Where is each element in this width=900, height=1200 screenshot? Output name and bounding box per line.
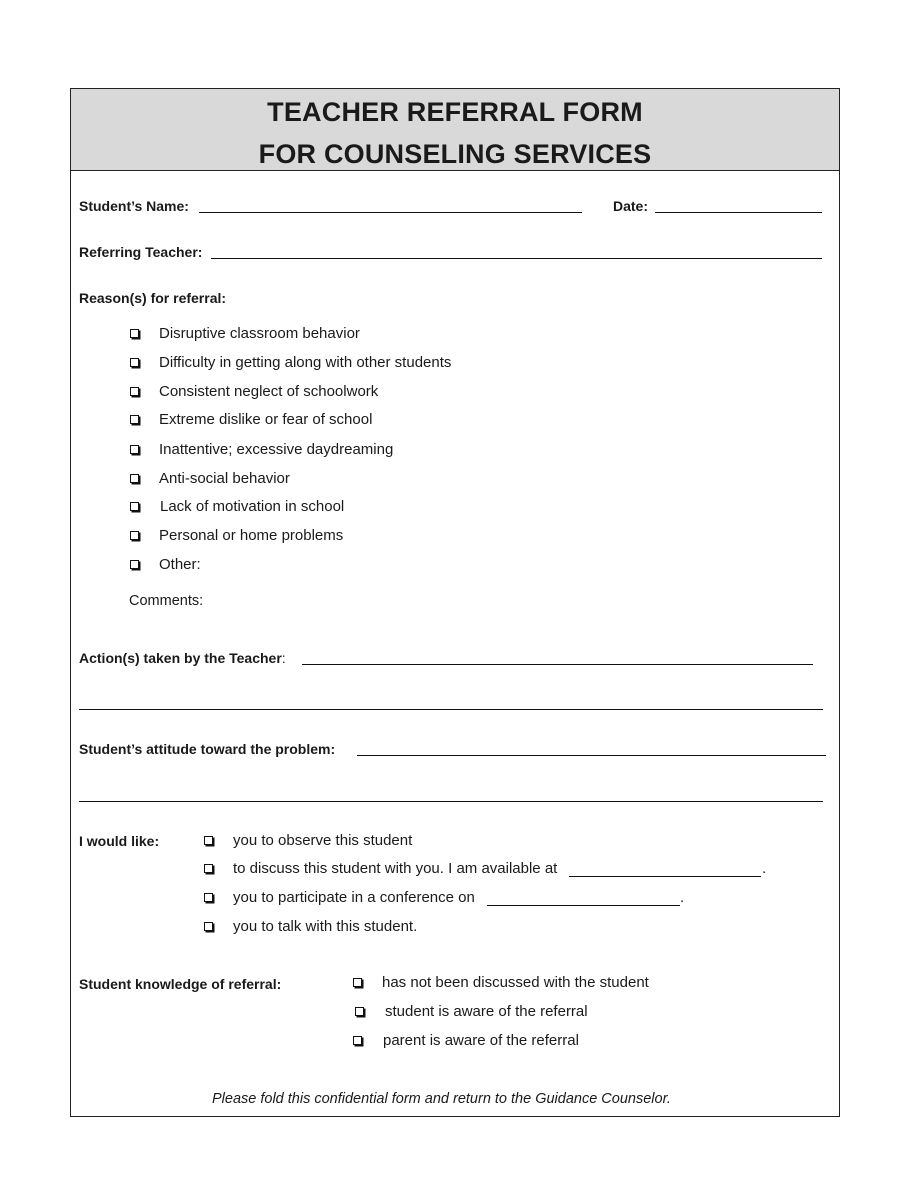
student-name-field[interactable] (199, 212, 582, 213)
reason-label: Difficulty in getting along with other students (159, 354, 452, 371)
actions-taken-label (79, 650, 286, 666)
date-label: Date: (613, 198, 649, 214)
attitude-field-line2[interactable] (79, 801, 823, 802)
would-like-checkbox[interactable] (204, 893, 213, 902)
would-like-checkbox[interactable] (204, 864, 213, 873)
would-like-option: to discuss this student with you. I am available at (233, 860, 558, 877)
actions-taken-field[interactable] (302, 664, 813, 665)
conference-period: . (680, 889, 685, 906)
actions-taken-field-line2[interactable] (79, 709, 823, 710)
would-like-option: you to talk with this student. (233, 918, 418, 935)
availability-period: . (762, 860, 767, 877)
would-like-checkbox[interactable] (204, 922, 213, 931)
knowledge-option: has not been discussed with the student (382, 974, 649, 991)
reason-label: Consistent neglect of schoolwork (159, 383, 379, 400)
reason-label: Inattentive; excessive daydreaming (159, 441, 394, 458)
reason-checkbox[interactable] (130, 415, 139, 424)
reason-checkbox[interactable] (130, 358, 139, 367)
knowledge-checkbox[interactable] (355, 1007, 364, 1016)
form-header (71, 89, 839, 171)
reason-checkbox[interactable] (130, 560, 139, 569)
referring-teacher-field[interactable] (211, 258, 822, 259)
attitude-field[interactable] (357, 755, 826, 756)
form-title-line1: TEACHER REFERRAL FORM (267, 97, 643, 127)
reason-checkbox[interactable] (130, 474, 139, 483)
footer-note: Please fold this confidential form and return to the Guidance Counselor. (212, 1091, 671, 1107)
reason-checkbox[interactable] (130, 445, 139, 454)
actions-taken-text: Action(s) taken by the Teacher (79, 650, 282, 666)
knowledge-label: Student knowledge of referral: (79, 976, 282, 992)
form-title-line2: FOR COUNSELING SERVICES (258, 139, 652, 169)
would-like-option: you to observe this student (233, 832, 413, 849)
knowledge-option: parent is aware of the referral (383, 1032, 579, 1049)
would-like-label: I would like: (79, 833, 160, 849)
reason-checkbox[interactable] (130, 329, 139, 338)
reason-checkbox[interactable] (130, 387, 139, 396)
knowledge-option: student is aware of the referral (385, 1003, 588, 1020)
attitude-label: Student’s attitude toward the problem: (79, 741, 336, 757)
reason-label: Disruptive classroom behavior (159, 325, 360, 342)
reason-label: Anti-social behavior (159, 470, 290, 487)
knowledge-checkbox[interactable] (353, 1036, 362, 1045)
student-name-label: Student’s Name: (79, 198, 189, 214)
conference-date-field[interactable] (487, 905, 680, 906)
reason-label: Extreme dislike or fear of school (159, 411, 373, 428)
would-like-option: you to participate in a conference on (233, 889, 475, 906)
reason-label: Other: (159, 556, 201, 573)
date-field[interactable] (655, 212, 822, 213)
reason-checkbox[interactable] (130, 531, 139, 540)
comments-label: Comments: (129, 593, 204, 609)
reasons-heading: Reason(s) for referral: (79, 290, 227, 306)
reason-label: Lack of motivation in school (160, 498, 345, 515)
reason-checkbox[interactable] (130, 502, 139, 511)
reason-label: Personal or home problems (159, 527, 344, 544)
actions-taken-colon: : (281, 650, 286, 666)
referring-teacher-label: Referring Teacher: (79, 244, 203, 260)
knowledge-checkbox[interactable] (353, 978, 362, 987)
would-like-checkbox[interactable] (204, 836, 213, 845)
availability-field[interactable] (569, 876, 761, 877)
